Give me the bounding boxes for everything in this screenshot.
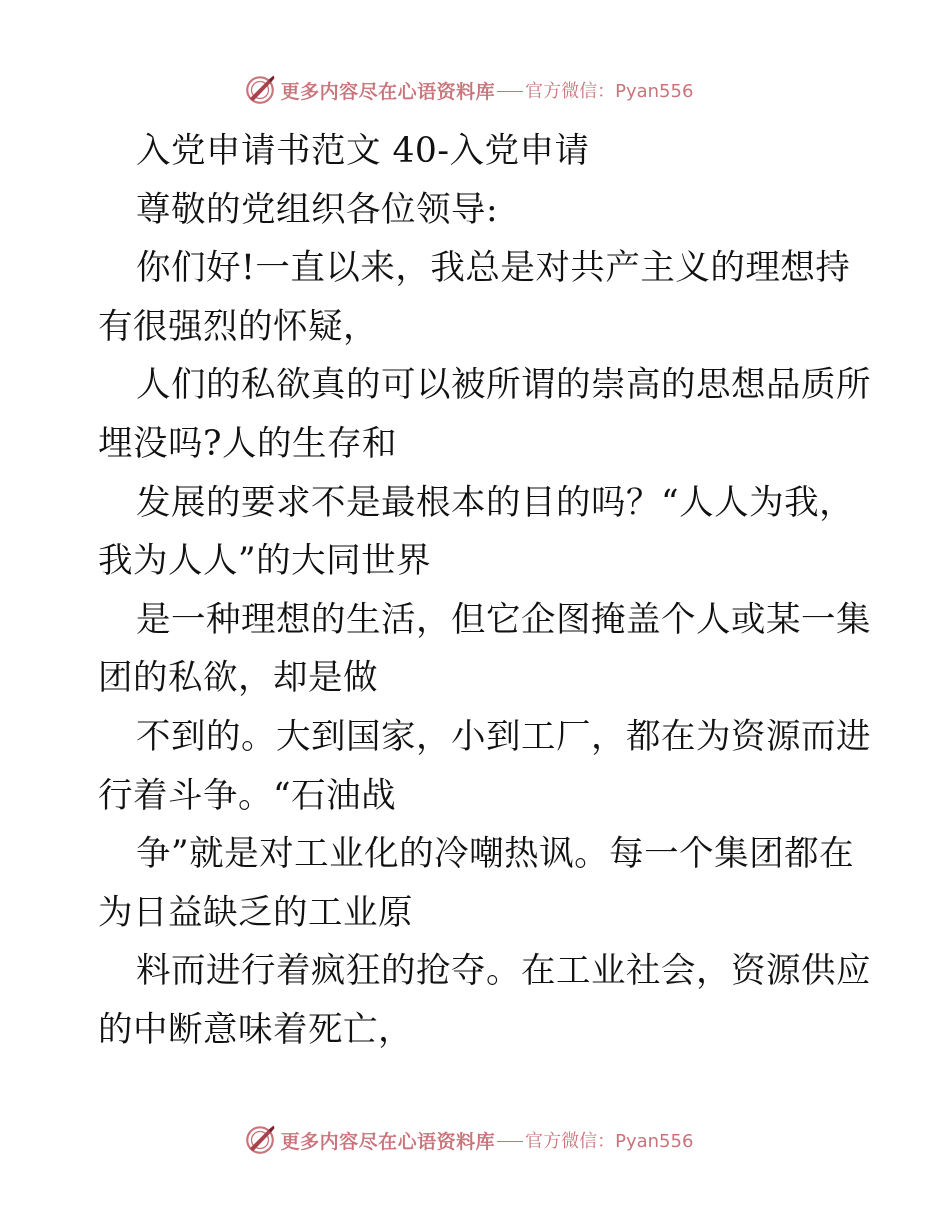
text-line: 不到的。大到国家，小到工厂，都在为资源而进 [136, 716, 871, 757]
text-line: 发展的要求不是最根本的目的吗？“人人为我， [136, 482, 855, 523]
text-line: 埋没吗?人的生存和 [98, 423, 397, 464]
text-line: 我为人人”的大同世界 [98, 541, 432, 582]
document-title: 入党申请书范文 40-入党申请 [136, 131, 590, 171]
text-line: 有很强烈的怀疑， [98, 306, 378, 347]
banner-dash [497, 1141, 523, 1142]
banner-dash [497, 91, 523, 92]
brand-logo-icon [243, 1123, 277, 1157]
text-line: 是一种理想的生活，但它企图掩盖个人或某一集 [136, 599, 871, 640]
wechat-text: 官方微信：Pyan556 [525, 1131, 694, 1152]
text-line: 团的私欲，却是做 [98, 658, 378, 699]
text-line: 的中断意味着死亡， [98, 1009, 413, 1050]
footer-banner [0, 1122, 950, 1158]
text-line: 人们的私欲真的可以被所谓的崇高的思想品质所 [136, 365, 871, 406]
header-banner [0, 72, 950, 108]
wechat-text: 官方微信：Pyan556 [525, 81, 694, 102]
brand-logo-icon [243, 73, 277, 107]
salutation: 尊敬的党组织各位领导: [136, 189, 499, 230]
text-line: 争”就是对工业化的冷嘲热讽。每一个集团都在 [136, 834, 855, 875]
text-line: 你们好!一直以来，我总是对共产主义的理想持 [136, 248, 851, 289]
brand-text: 更多内容尽在心语资料库 [280, 1130, 496, 1153]
brand-text: 更多内容尽在心语资料库 [280, 80, 496, 103]
text-line: 料而进行着疯狂的抢夺。在工业社会，资源供应 [136, 951, 871, 992]
text-line: 为日益缺乏的工业原 [98, 892, 413, 933]
text-line: 行着斗争。“石油战 [98, 775, 397, 816]
document-body [98, 122, 871, 1060]
